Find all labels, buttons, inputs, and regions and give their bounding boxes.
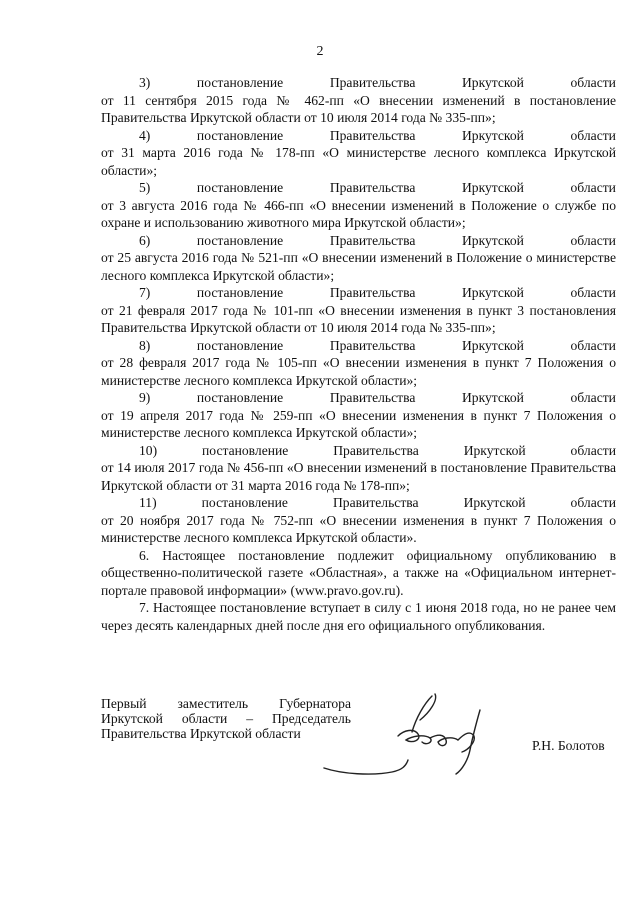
list-item-first-line: [101, 389, 616, 407]
position-word: Губернатора: [279, 696, 351, 711]
list-item-heading-word: постановление: [196, 127, 284, 143]
list-item-heading-word: Правительства: [329, 285, 416, 300]
document-body: [101, 74, 616, 634]
decree-list-item: [101, 74, 616, 127]
list-item-number: 4): [139, 127, 151, 143]
list-item-number: 5): [139, 180, 151, 195]
position-word: Первый: [101, 696, 147, 711]
decree-list-item: [101, 232, 616, 285]
list-item-heading-word: Правительства: [329, 180, 416, 195]
list-item-first-line: [101, 179, 616, 197]
list-item-first-line: [101, 337, 616, 355]
position-word: –: [246, 711, 254, 726]
list-item-heading-word: Правительства: [333, 442, 419, 458]
list-item-heading-word: постановление: [196, 285, 284, 300]
decree-list-item: [101, 494, 616, 547]
list-item-heading-word: Правительства: [329, 75, 416, 90]
list-item-number: 3): [139, 75, 151, 90]
list-item-number: 11): [139, 495, 157, 510]
list-item-heading-word: Правительства: [329, 337, 416, 353]
list-item-text: от 11 сентября 2015 года № 462-пп «О внесении изменений в постановление Правительства Иркутской области от 10 июля 2014 года № 335-пп»;: [101, 92, 616, 125]
list-item-heading-word: Иркутской: [461, 180, 524, 195]
decree-list-item: [101, 179, 616, 232]
decree-list-item: [101, 389, 616, 442]
decree-list-item: [101, 337, 616, 390]
list-item-heading-word: Иркутской: [461, 75, 524, 90]
list-item-text: от 25 августа 2016 года № 521-пп «О внесении изменений в Положение о министерстве лесного комплекса Иркутской области»;: [101, 250, 616, 283]
decree-list-item: [101, 284, 616, 337]
position-word: заместитель: [177, 696, 249, 711]
list-item-heading-word: Иркутской: [461, 285, 524, 300]
list-item-heading-word: области: [570, 180, 616, 195]
list-item-text: от 21 февраля 2017 года № 101-пп «О внесении изменения в пункт 3 постановления Правительства Иркутской области от 10 июля 2014 года № 335-пп»;: [101, 302, 616, 335]
decree-list-item: [101, 127, 616, 180]
list-item-first-line: [101, 284, 616, 302]
list-item-heading-word: Правительства: [332, 495, 419, 510]
list-item-first-line: [101, 127, 616, 145]
list-item-text: от 14 июля 2017 года № 456-пп «О внесении изменений в постановление Правительства Иркутской области от 31 марта 2016 года № 178-пп»;: [101, 460, 616, 493]
paragraph-7: 7. Настоящее постановление вступает в силу с 1 июня 2018 года, но не ранее чем через десять календарных дней после дня его официального опубликования.: [101, 600, 616, 633]
list-item-heading-word: постановление: [196, 180, 284, 195]
list-item-number: 8): [139, 337, 151, 353]
list-item-first-line: [101, 442, 616, 460]
list-item-first-line: [101, 232, 616, 250]
list-item-heading-word: области: [570, 495, 616, 510]
position-line-3: Правительства Иркутской области: [101, 726, 301, 741]
list-item-heading-word: Правительства: [329, 390, 416, 405]
page-number: 2: [316, 44, 324, 59]
list-item-heading-word: области: [570, 127, 616, 143]
list-item-heading-word: постановление: [196, 337, 284, 353]
list-item-heading-word: области: [570, 337, 616, 353]
list-item-first-line: [101, 74, 616, 92]
list-item-heading-word: области: [570, 285, 616, 300]
list-item-number: 9): [139, 390, 151, 405]
list-item-text: от 28 февраля 2017 года № 105-пп «О внесении изменения в пункт 7 Положения о министерстве лесного комплекса Иркутской области»;: [101, 355, 616, 388]
list-item-heading-word: постановление: [201, 495, 288, 510]
list-item-heading-word: постановление: [196, 75, 284, 90]
list-item-heading-word: Иркутской: [463, 495, 526, 510]
list-item-heading-word: области: [570, 75, 616, 90]
handwritten-signature: [312, 690, 502, 790]
list-item-first-line: [101, 494, 616, 512]
paragraph-6: 6. Настоящее постановление подлежит официальному опубликованию в общественно-политической газете «Областная», а также на «Официальном интернет-портале правовой информации» (www.pravo.gov.ru).: [101, 547, 616, 598]
list-item-text: от 20 ноября 2017 года № 752-пп «О внесении изменения в пункт 7 Положения о министерстве лесного комплекса Иркутской области».: [101, 512, 616, 545]
list-item-number: 7): [139, 285, 151, 300]
list-item-number: 6): [139, 232, 151, 248]
signer-name: Р.Н. Болотов: [532, 738, 605, 753]
list-item-text: от 19 апреля 2017 года № 259-пп «О внесении изменения в пункт 7 Положения о министерстве лесного комплекса Иркутской области»;: [101, 407, 616, 440]
list-item-heading-word: Правительства: [329, 127, 416, 143]
list-item-heading-word: области: [570, 232, 616, 248]
list-item-heading-word: Иркутской: [461, 232, 524, 248]
list-item-heading-word: постановление: [196, 232, 284, 248]
list-item-heading-word: постановление: [196, 390, 284, 405]
position-word: Иркутской: [101, 711, 163, 726]
decree-list-item: [101, 442, 616, 495]
list-item-number: 10): [139, 442, 158, 458]
list-item-heading-word: области: [570, 442, 616, 458]
list-item-heading-word: Иркутской: [463, 442, 526, 458]
list-item-heading-word: постановление: [202, 442, 289, 458]
list-item-heading-word: области: [570, 390, 616, 405]
list-item-heading-word: Иркутской: [461, 390, 524, 405]
position-word: области: [181, 711, 228, 726]
position-word: Председатель: [271, 711, 351, 726]
list-item-text: от 31 марта 2016 года № 178-пп «О министерстве лесного комплекса Иркутской области»;: [101, 145, 616, 178]
list-item-heading-word: Иркутской: [461, 127, 524, 143]
list-item-text: от 3 августа 2016 года № 466-пп «О внесении изменений в Положение о службе по охране и использованию животного мира Иркутской области»;: [101, 197, 616, 230]
list-item-heading-word: Иркутской: [461, 337, 524, 353]
decree-list: [101, 74, 616, 547]
list-item-heading-word: Правительства: [329, 232, 416, 248]
